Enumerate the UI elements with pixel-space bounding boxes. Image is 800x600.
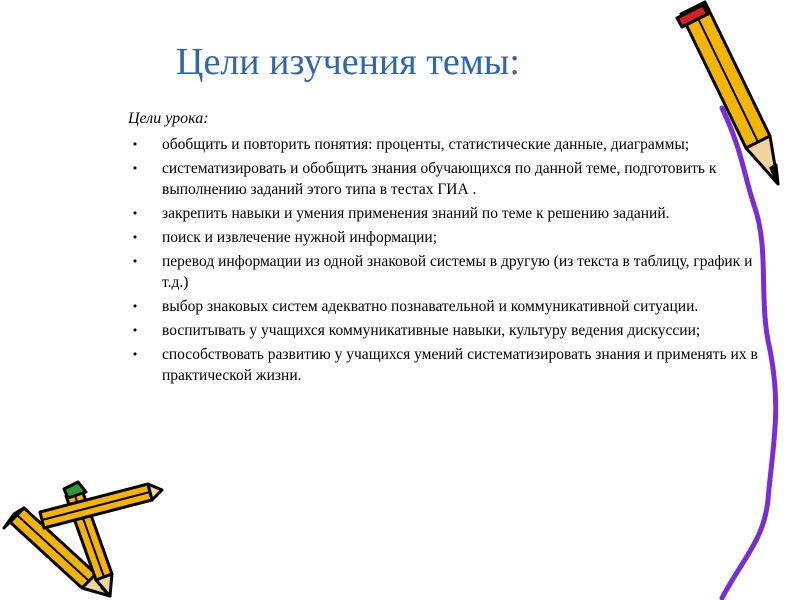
bullet-icon: •	[131, 207, 139, 220]
goals-list	[128, 134, 768, 386]
list-item	[128, 227, 768, 248]
list-item	[128, 203, 768, 224]
bullet-icon: •	[131, 300, 139, 313]
list-item	[128, 344, 768, 386]
goal-text: воспитывать у учащихся коммуникативные навыки, культуру ведения дискуссии;	[162, 322, 701, 339]
goal-text: способствовать развитию у учащихся умений систематизировать знания и применять их в практической жизни.	[162, 346, 758, 384]
list-item	[128, 251, 768, 293]
list-item	[128, 134, 768, 155]
slide-content	[128, 108, 768, 389]
bullet-icon: •	[131, 138, 139, 151]
bullet-icon: •	[131, 348, 139, 361]
list-item	[128, 320, 768, 341]
goal-text: перевод информации из одной знаковой системы в другую (из текста в таблицу, график и т.д.)	[162, 253, 753, 291]
bullet-icon: •	[131, 324, 139, 337]
bullet-icon: •	[131, 255, 139, 268]
goal-text: поиск и извлечение нужной информации;	[162, 229, 438, 246]
list-item	[128, 158, 768, 200]
goal-text: обобщить и повторить понятия: проценты, статистические данные, диаграммы;	[162, 136, 690, 153]
bullet-icon: •	[131, 162, 139, 175]
goal-text: выбор знаковых систем адекватно познавательной и коммуникативной ситуации.	[162, 298, 699, 315]
lesson-goals-heading: Цели урока:	[128, 110, 209, 127]
goal-text: систематизировать и обобщить знания обучающихся по данной теме, подготовить к выполнению заданий этого типа в тестах ГИА .	[162, 160, 717, 198]
list-item	[128, 296, 768, 317]
bullet-icon: •	[131, 231, 139, 244]
goal-text: закрепить навыки и умения применения знаний по теме к решению заданий.	[162, 205, 670, 222]
slide-title: Цели изучения темы:	[176, 41, 520, 83]
